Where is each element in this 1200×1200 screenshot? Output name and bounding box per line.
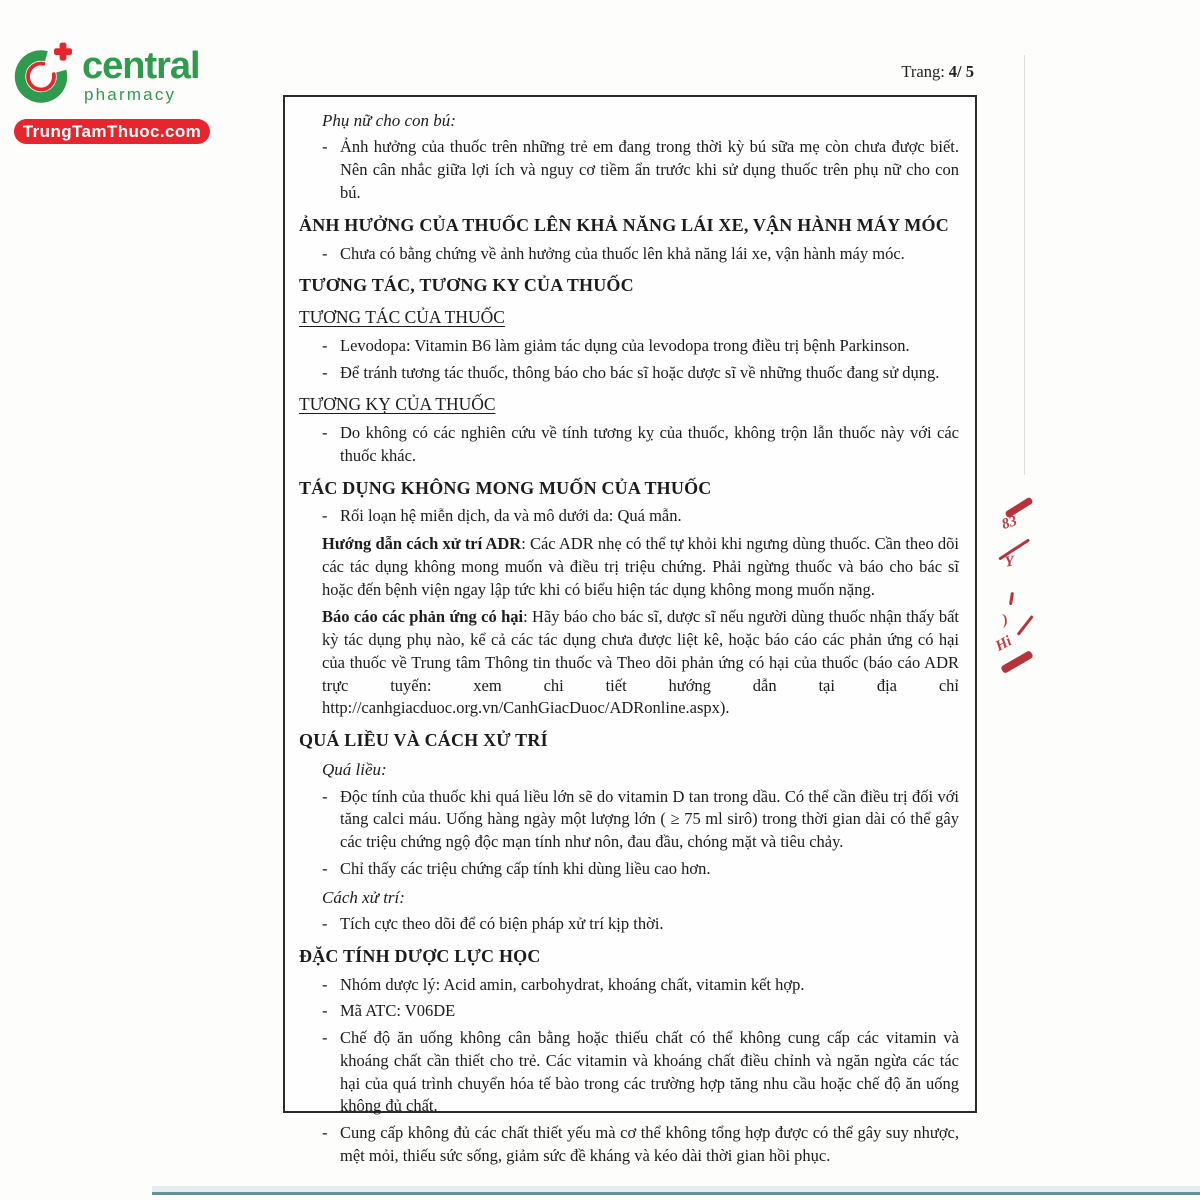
section-heading: ĐẶC TÍNH DƯỢC LỰC HỌC xyxy=(299,945,541,966)
bullet-item xyxy=(322,335,959,358)
brand-subtitle: pharmacy xyxy=(84,85,177,104)
document-content xyxy=(283,95,977,1165)
stamp-stroke xyxy=(1017,615,1034,635)
bullet-dash: - xyxy=(322,974,328,994)
paragraph-lead: Hướng dẫn cách xử trí ADR xyxy=(322,534,522,554)
section-heading: TƯƠNG TÁC, TƯƠNG KY CỦA THUỐC xyxy=(299,275,634,296)
bullet-dash: - xyxy=(322,1001,328,1021)
bullet-dash: - xyxy=(322,858,328,878)
bullet-dash: - xyxy=(322,422,328,442)
paragraph-lead: Báo cáo các phản ứng có hại xyxy=(322,607,524,627)
bullet-item xyxy=(322,858,959,881)
paragraph-text: : Hãy báo cho bác sĩ, dược sĩ nếu người dùng thuốc nhận thấy bất kỳ tác dụng phụ nào, kể cả các tác dụng chưa được liệt kê, hoặc báo cáo các phản ứng có hại của thuốc về Trung tâm Thông tin thuốc và Theo dõi phản ứng có hại của thuốc (báo cáo ADR trực tuyến: xem chi tiết hướng dẫn tại địa chỉ http://canhgiacduoc.org.vn/CanhGiacDuoc/ADRonline.aspx). xyxy=(322,607,960,718)
stamp-stroke xyxy=(1000,650,1033,674)
bullet-dash: - xyxy=(322,243,328,263)
central-pharmacy-c-icon xyxy=(14,40,76,111)
bullet-text: Chưa có bằng chứng về ảnh hưởng của thuốc lên khả năng lái xe, vận hành máy móc. xyxy=(340,243,905,263)
sub-heading-underlined: TƯƠNG KỴ CỦA THUỐC xyxy=(299,393,496,414)
bullet-text: Ảnh hưởng của thuốc trên những trẻ em đang trong thời kỳ bú sữa mẹ còn chưa được biết. Nên cân nhắc giữa lợi ích và nguy cơ tiềm ẩn trước khi sử dụng thuốc trên phụ nữ cho con bú. xyxy=(340,137,959,202)
bullet-item xyxy=(322,1000,959,1023)
red-stamp-fragment xyxy=(992,498,1041,674)
bullet-item xyxy=(322,786,959,854)
bullet-text: Độc tính của thuốc khi quá liều lớn sẽ do vitamin D tan trong dầu. Có thể cần điều trị đối với tăng calci máu. Uống hàng ngày một lượng lớn ( ≥ 75 ml sirô) trong thời gian dài có thể gây các triệu chứng ngộ độc mạn tính như nôn, đau đầu, chóng mặt và tiêu chảy. xyxy=(340,786,959,852)
bullet-dash: - xyxy=(322,786,328,806)
bullet-item xyxy=(322,362,959,385)
paragraph xyxy=(322,606,959,720)
bullet-item xyxy=(322,243,959,266)
bullet-item xyxy=(322,974,959,997)
bullet-text: Chỉ thấy các triệu chứng cấp tính khi dùng liều cao hơn. xyxy=(340,858,711,878)
brand-banner: TrungTamThuoc.com xyxy=(14,119,210,144)
page-number xyxy=(901,62,974,82)
italic-subheading: Phụ nữ cho con bú: xyxy=(322,111,456,130)
page-number-value: 4/ 5 xyxy=(948,62,974,81)
paragraph xyxy=(322,533,959,601)
section-heading: QUÁ LIỀU VÀ CÁCH XỬ TRÍ xyxy=(299,730,548,751)
stamp-text: Hi xyxy=(992,633,1015,655)
bullet-dash: - xyxy=(322,914,328,934)
stamp-text: ) xyxy=(1001,611,1010,629)
bullet-text: Do không có các nghiên cứu về tính tương kỵ của thuốc, không trộn lẫn thuốc này với các thuốc khác. xyxy=(340,422,959,465)
bullet-item xyxy=(322,136,959,204)
stamp-stroke xyxy=(1009,592,1014,605)
pharmacy-logo xyxy=(14,38,264,144)
bullet-text: Levodopa: Vitamin B6 làm giảm tác dụng của levodopa trong điều trị bệnh Parkinson. xyxy=(340,336,910,356)
bullet-text: Rối loạn hệ miễn dịch, da và mô dưới da: Quá mẫn. xyxy=(340,506,682,526)
bullet-dash: - xyxy=(322,336,328,356)
bullet-dash: - xyxy=(322,1028,328,1048)
bullet-text: Chế độ ăn uống không cân bằng hoặc thiếu chất có thể không cung cấp các vitamin và khoáng chất cần thiết cho trẻ. Các vitamin và khoáng chất điều chỉnh và ngăn ngừa các tác hại của quá trình chuyển hóa tế bào trong các trường hợp tăng nhu cầu hoặc chế độ ăn uống không đủ chất. xyxy=(340,1028,959,1116)
bullet-dash: - xyxy=(322,363,328,383)
brand-name: central xyxy=(82,45,200,87)
bullet-text: Cung cấp không đủ các chất thiết yếu mà cơ thể không tổng hợp được có thể gây suy nhược, mệt mỏi, thiếu sức sống, giảm sức đề kháng và kéo dài thời gian hồi phục. xyxy=(340,1123,959,1165)
bullet-dash: - xyxy=(322,506,328,526)
footer-line xyxy=(152,1192,1200,1195)
sub-heading-underlined: TƯƠNG TÁC CỦA THUỐC xyxy=(299,307,505,328)
paragraph-text: : Các ADR nhẹ có thể tự khỏi khi ngưng dùng thuốc. Cần theo dõi các tác dụng không mong muốn và điều trị triệu chứng. Phải ngừng thuốc và báo cho bác sĩ hoặc đến bệnh viện ngay lập tức khi có biểu hiện tác dụng không mong muốn nặng. xyxy=(322,534,959,599)
bullet-item xyxy=(322,913,959,936)
stamp-stroke xyxy=(998,538,1030,560)
italic-subheading: Quá liều: xyxy=(322,760,387,780)
bullet-text: Mã ATC: V06DE xyxy=(340,1001,456,1021)
bullet-text: Nhóm dược lý: Acid amin, carbohydrat, khoáng chất, vitamin kết hợp. xyxy=(340,974,805,994)
bullet-text: Tích cực theo dõi để có biện pháp xử trí kịp thời. xyxy=(340,914,664,934)
bullet-item xyxy=(322,1122,959,1168)
italic-subheading: Cách xử trí: xyxy=(322,887,405,907)
bullet-item xyxy=(322,1027,959,1118)
bullet-dash: - xyxy=(322,1123,328,1143)
section-heading: TÁC DỤNG KHÔNG MONG MUỐN CỦA THUỐC xyxy=(299,477,712,498)
section-heading: ẢNH HƯỞNG CỦA THUỐC LÊN KHẢ NĂNG LÁI XE, VẬN HÀNH MÁY MÓC xyxy=(299,214,949,235)
bullet-dash: - xyxy=(322,137,328,157)
bullet-item xyxy=(322,505,959,528)
stamp-text: Y xyxy=(1003,553,1016,571)
bullet-item xyxy=(322,422,959,468)
stamp-text: 83 xyxy=(999,513,1019,533)
page-number-label: Trang: xyxy=(901,62,945,81)
bullet-text: Để tránh tương tác thuốc, thông báo cho bác sĩ hoặc dược sĩ về những thuốc đang sử dụng. xyxy=(340,363,940,383)
scan-artifact-line xyxy=(1024,55,1025,475)
